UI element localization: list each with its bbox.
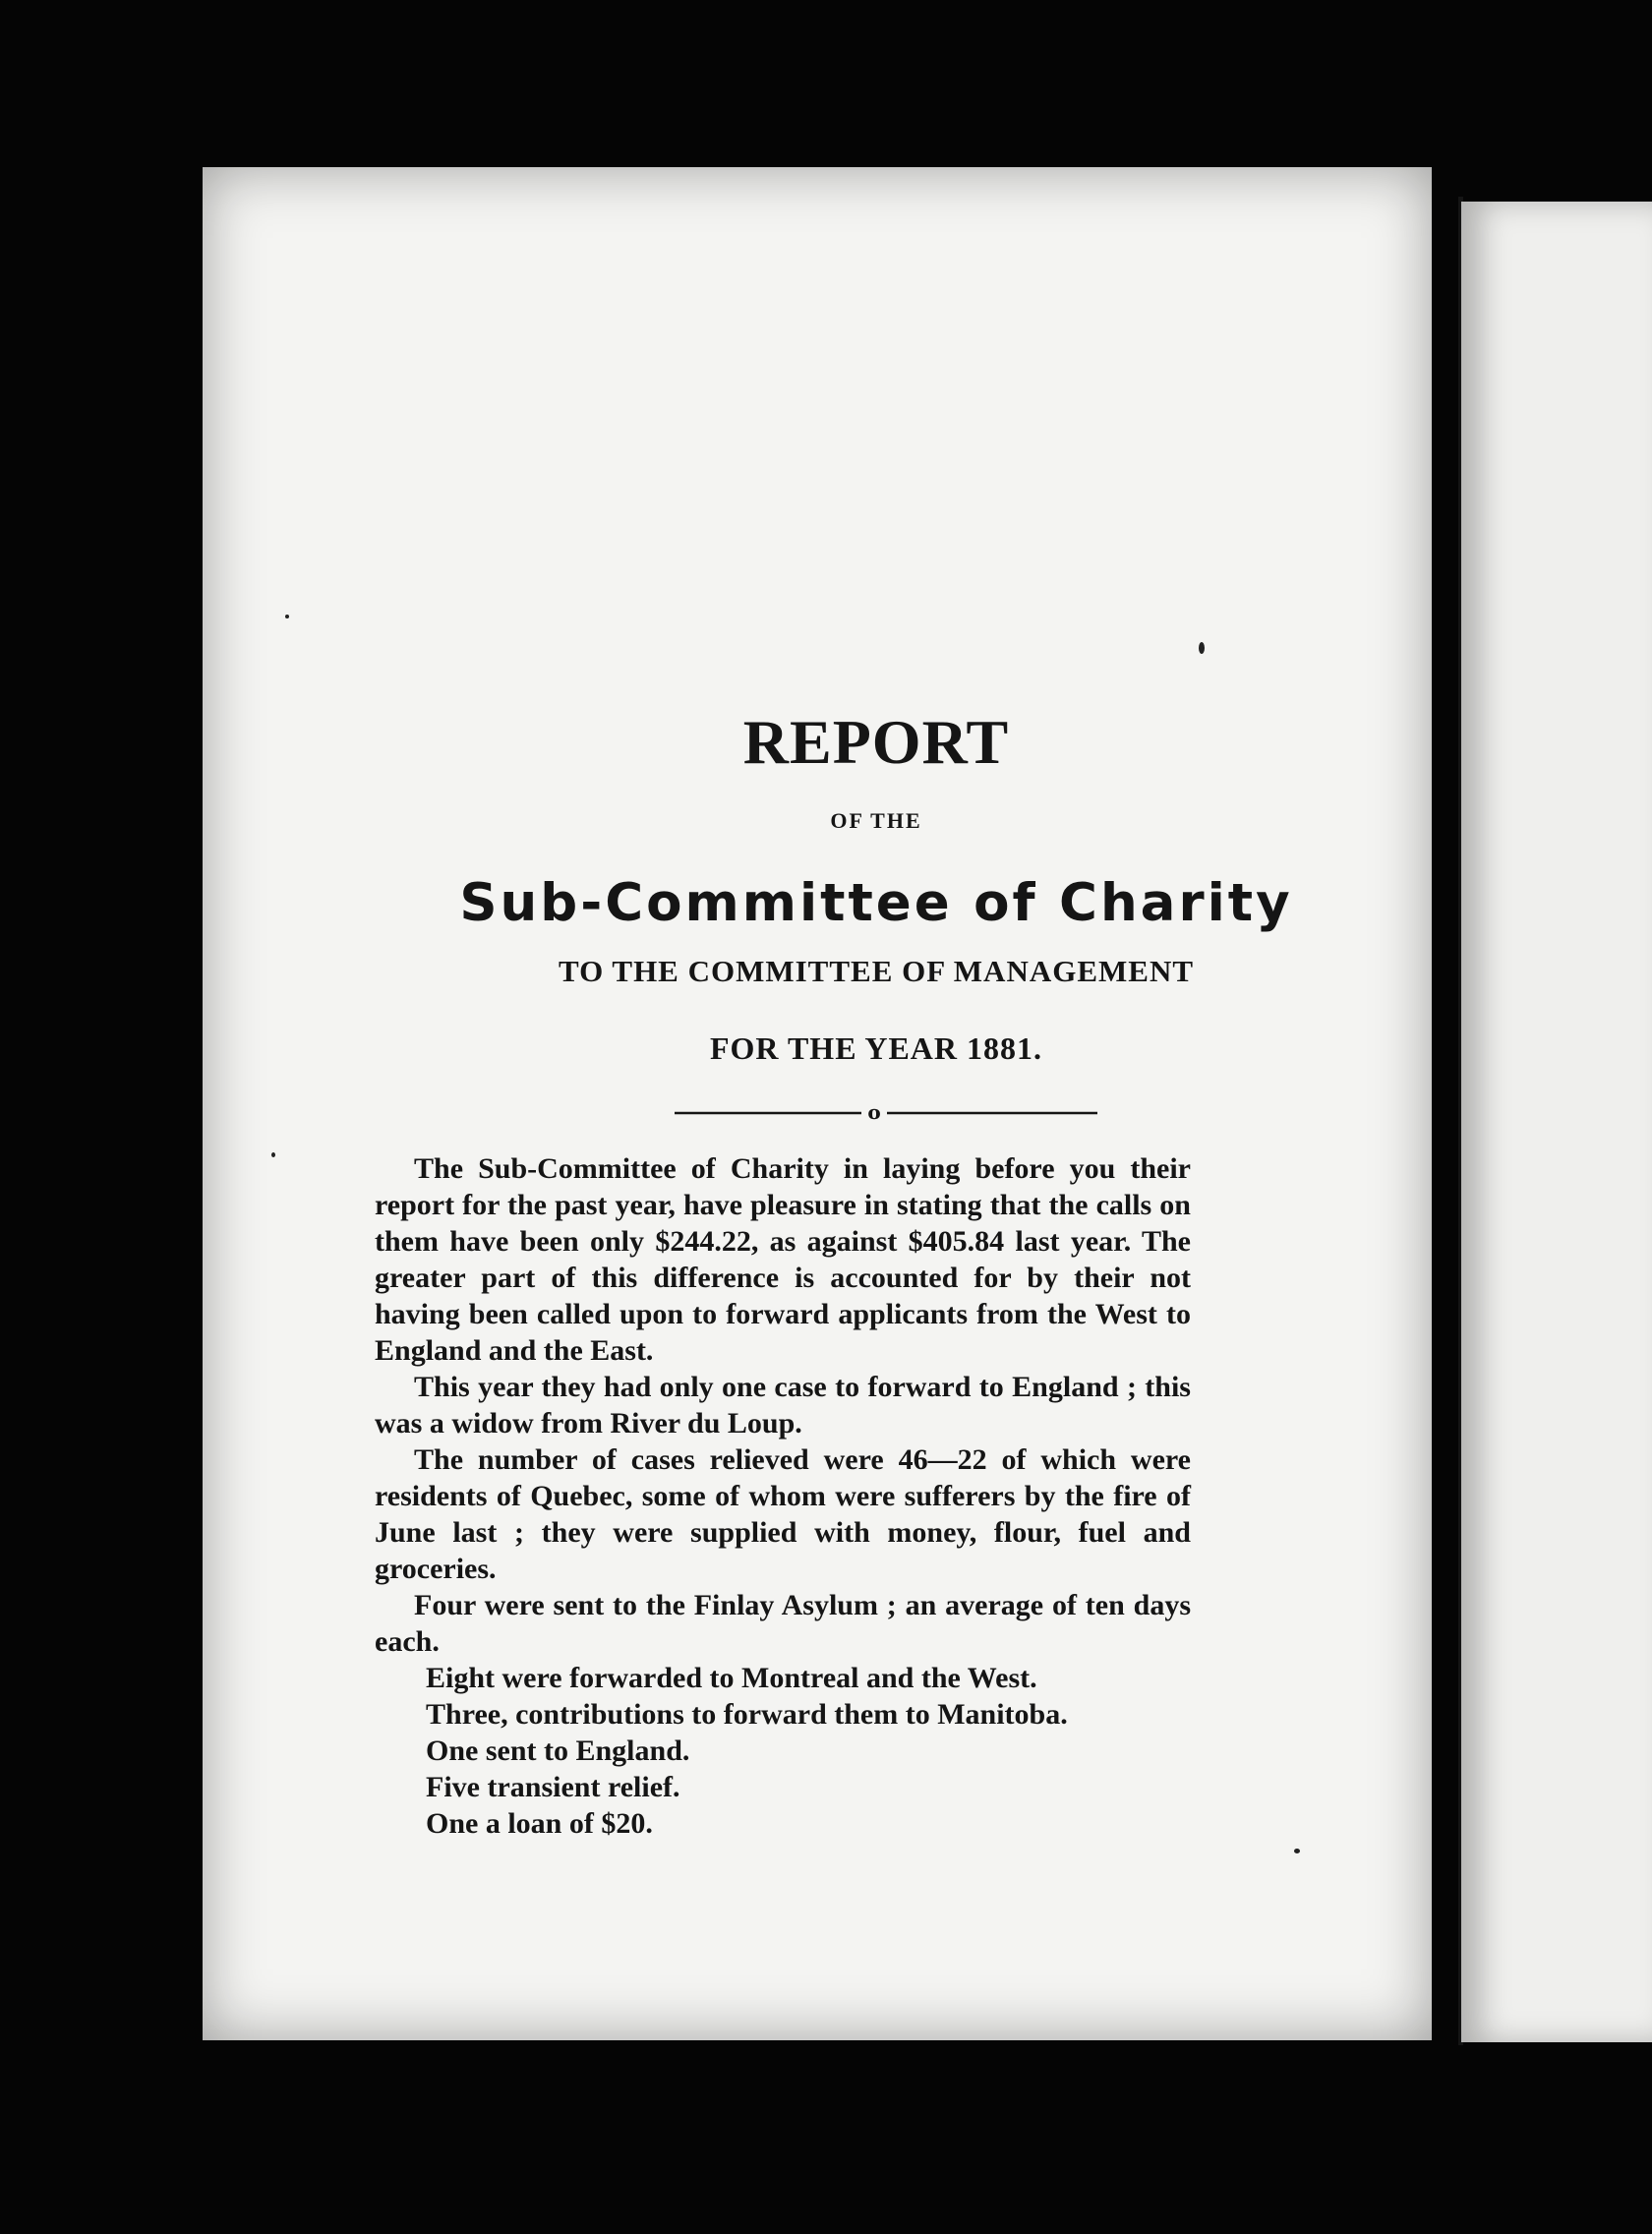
scan-speck [1199,642,1205,654]
report-body [375,1150,1191,1842]
year-line: FOR THE YEAR 1881. [709,1030,1043,1066]
scan-speck [285,615,289,618]
ornamental-divider [675,1101,1097,1125]
of-the-line: OF THE [830,808,922,833]
scan-speck [271,1152,275,1157]
list-item-5: One a loan of $20. [426,1807,653,1840]
list-item-3: One sent to England. [426,1734,690,1767]
divider-mark: o [867,1101,881,1124]
page-content [203,167,1432,2040]
addressee-line: TO THE COMMITTEE OF MANAGEMENT [558,954,1195,988]
list-item-1: Eight were forwarded to Montreal and the West. [426,1662,1037,1694]
right-page-edge [1461,202,1652,2042]
report-title: REPORT [742,707,1010,777]
list-item-4: Five transient relief. [426,1771,680,1803]
scan-speck [1294,1849,1300,1853]
paragraph-1: The Sub-Committee of Charity in laying before you their report for the past year, have pleasure in stating that the calls on them have been only $244.22, as against $405.84 last year. The greater part of this difference is accounted for by their not having been called upon to forward applicants from the West to England and the East. [375,1152,1191,1367]
paragraph-4: Four were sent to the Finlay Asylum ; an average of ten days each. [375,1589,1191,1658]
committee-name: Sub-Committee of Charity [459,873,1293,933]
paragraph-3: The number of cases relieved were 46—22 of which were residents of Quebec, some of whom were sufferers by the fire of June last ; they were supplied with money, flour, fuel and groceries. [375,1443,1191,1585]
left-page [203,167,1432,2040]
paragraph-2: This year they had only one case to forward to England ; this was a widow from River du Loup. [375,1371,1191,1440]
list-item-2: Three, contributions to forward them to Manitoba. [426,1698,1068,1731]
